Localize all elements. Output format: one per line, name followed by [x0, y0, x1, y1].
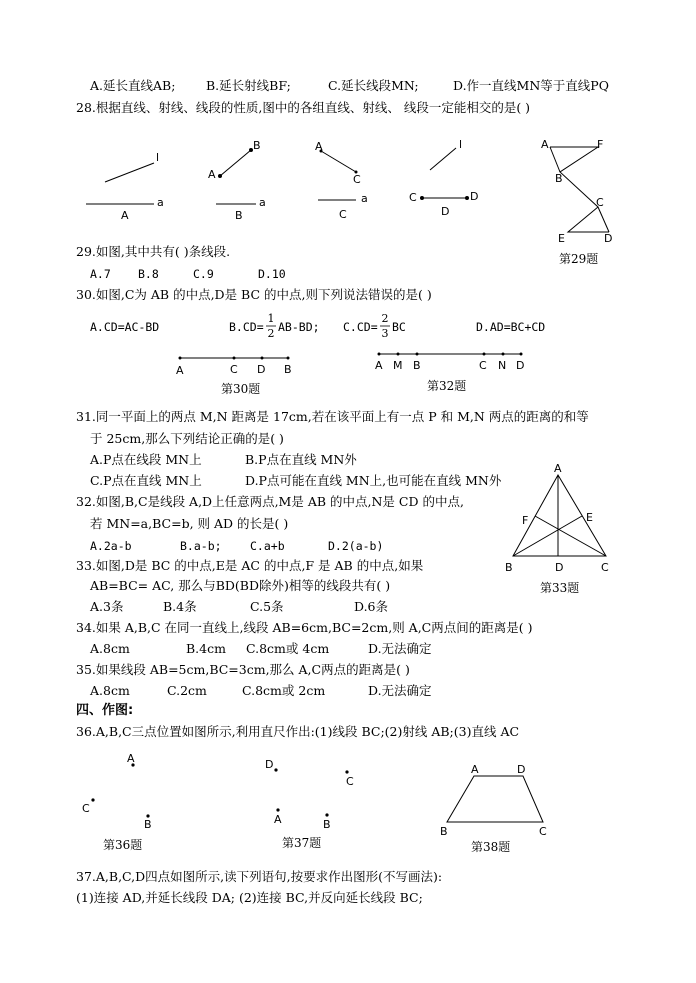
- fig38-label-c: C: [539, 825, 547, 838]
- fig32-label-a: A: [375, 359, 383, 372]
- q33-question-line1: 33.如图,D是 BC 的中点,E是 AC 的中点,F 是 AB 的中点,如果: [76, 558, 424, 573]
- fig33-label-d: D: [555, 561, 564, 574]
- q30-option-c-prefix: C.CD=: [343, 320, 378, 334]
- q32-option-d: D.2(a-b): [328, 539, 384, 553]
- fig29-zigzag: [550, 147, 609, 232]
- q27-option-d: D.作一直线MN等于直线PQ: [453, 78, 609, 93]
- q31-question-line2: 于 25cm,那么下列结论正确的是( ): [90, 431, 284, 446]
- q31-option-b: B.P点在直线 MN外: [245, 452, 357, 467]
- q31-option-c: C.P点在直线 MN上: [90, 473, 202, 488]
- q35-option-a: A.8cm: [90, 683, 130, 698]
- fig29-label-e: E: [558, 232, 565, 245]
- q29-option-d: D.10: [258, 267, 286, 281]
- fig36-label-c: C: [82, 802, 90, 815]
- fig38-caption: 第38题: [471, 840, 511, 854]
- q34-option-c: C.8cm或 4cm: [246, 641, 330, 656]
- fig37-label-b: B: [323, 818, 331, 831]
- q28-question: 28.根据直线、射线、线段的性质,图中的各组直线、射线、 线段一定能相交的是( ): [76, 100, 531, 115]
- q34-option-a: A.8cm: [90, 641, 130, 656]
- q34-question: 34.如果 A,B,C 在同一直线上,线段 AB=6cm,BC=2cm,则 A,C两点间的距离是( ): [76, 620, 533, 635]
- q29-question: 29.如图,其中共有( )条线段.: [76, 244, 231, 259]
- q28-fig4-label-d: D: [470, 190, 479, 203]
- q30-option-b-prefix: B.CD=: [229, 320, 264, 334]
- q29-option-b: B.8: [138, 267, 159, 281]
- q29-option-c: C.9: [193, 267, 214, 281]
- q30-question: 30.如图,C为 AB 的中点,D是 BC 的中点,则下列说法错误的是( ): [76, 287, 432, 302]
- q34-option-d: D.无法确定: [368, 641, 432, 656]
- q28-fig1-caption: A: [121, 209, 129, 222]
- q33-option-a: A.3条: [90, 599, 124, 614]
- q28-fig4-line: [430, 148, 456, 170]
- fig29-label-c: C: [596, 196, 604, 209]
- q28-fig4-caption: D: [441, 205, 450, 218]
- q33-question-line2: AB=BC= AC, 那么与BD(BD除外)相等的线段共有( ): [90, 578, 391, 593]
- q32-question-line2: 若 MN=a,BC=b, 则 AD 的长是( ): [90, 516, 289, 531]
- fig37-caption: 第37题: [282, 836, 322, 850]
- q28-fig3-label-ray: a: [361, 192, 368, 205]
- fig33-median-cf: [535, 516, 606, 556]
- q28-fig1-label-a: a: [157, 196, 164, 209]
- fig29-cd: [598, 207, 609, 232]
- q27-option-a: A.延长直线AB;: [90, 78, 176, 93]
- q28-fig4-point-d: [465, 196, 469, 200]
- q34-option-b: B.4cm: [186, 641, 226, 656]
- q30-option-d: D.AD=BC+CD: [476, 320, 546, 334]
- q28-fig3-label-c: C: [353, 173, 361, 186]
- q28-fig4-point-c: [420, 196, 424, 200]
- q28-fig2-label-b: B: [253, 139, 261, 152]
- fig36-label-a: A: [127, 752, 135, 765]
- q28-fig3-label-a: A: [315, 140, 323, 153]
- fig38-label-a: A: [471, 763, 479, 776]
- q35-question: 35.如果线段 AB=5cm,BC=3cm,那么 A,C两点的距离是( ): [76, 662, 410, 677]
- q32-option-c: C.a+b: [250, 539, 285, 553]
- fig33-label-b: B: [505, 561, 513, 574]
- fig29-label-f: F: [597, 138, 604, 151]
- q37-question-line2: (1)连接 AD,并延长线段 DA; (2)连接 BC,并反向延长线段 BC;: [76, 890, 423, 905]
- fig29-ab: [550, 147, 560, 172]
- fig33-label-c: C: [601, 561, 609, 574]
- fig30-caption: 第30题: [221, 382, 261, 396]
- q30-option-b-suffix: AB-BD;: [278, 320, 320, 334]
- fig36-label-b: B: [144, 818, 152, 831]
- q28-fig2-point-a: [218, 174, 222, 178]
- fig29-label-a: A: [541, 138, 549, 151]
- q28-fig3-caption: C: [339, 208, 347, 221]
- q28-fig2-segment: [220, 150, 251, 176]
- q32-option-b: B.a-b;: [180, 539, 222, 553]
- fig32-label-m: M: [393, 359, 403, 372]
- q28-fig2-label-a: A: [208, 168, 216, 181]
- q32-question-line1: 32.如图,B,C是线段 A,D上任意两点,M是 AB 的中点,N是 CD 的中点,: [76, 494, 464, 509]
- q30-option-c-numerator: 2: [381, 312, 389, 325]
- fig37-label-d: D: [265, 758, 274, 771]
- fig37-label-c: C: [346, 775, 354, 788]
- q28-fig4-label-c: C: [409, 191, 417, 204]
- fig29-label-b: B: [555, 172, 563, 185]
- q28-fig1-line-l: [105, 163, 154, 182]
- fig30-label-b: B: [284, 363, 292, 376]
- fig29-caption: 第29题: [559, 252, 599, 266]
- q28-fig1-label-l: l: [156, 151, 160, 164]
- fig33-label-a: A: [554, 462, 562, 475]
- fig32-label-n: N: [498, 359, 507, 372]
- fig36-caption: 第36题: [103, 838, 143, 852]
- fig29-label-d: D: [604, 232, 613, 245]
- q37-question-line1: 37.A,B,C,D四点如图所示,读下列语句,按要求作出图形(不写画法):: [76, 869, 443, 884]
- fig38-trapezoid: [447, 776, 543, 822]
- q30-option-c-suffix: BC: [392, 320, 406, 334]
- fig30-label-d: D: [257, 363, 266, 376]
- q35-option-d: D.无法确定: [368, 683, 432, 698]
- q31-question-line1: 31.同一平面上的两点 M,N 距离是 17cm,若在该平面上有一点 P 和 M,N 两点的距离的和等: [76, 409, 589, 424]
- fig38-label-b: B: [440, 825, 448, 838]
- q28-fig4-label-l: l: [459, 138, 463, 151]
- fig32-label-d: D: [516, 359, 525, 372]
- q35-option-b: C.2cm: [167, 683, 207, 698]
- q33-option-d: D.6条: [354, 599, 389, 614]
- q33-option-c: C.5条: [250, 599, 284, 614]
- q27-option-b: B.延长射线BF;: [206, 78, 291, 93]
- q30-option-a: A.CD=AC-BD: [90, 320, 160, 334]
- fig30-label-c: C: [230, 363, 238, 376]
- q27-option-c: C.延长线段MN;: [328, 78, 419, 93]
- q28-fig2-caption: B: [235, 209, 243, 222]
- fig37-label-a: A: [274, 813, 282, 826]
- fig32-caption: 第32题: [427, 379, 467, 393]
- fig38-label-d: D: [517, 763, 526, 776]
- q28-fig3-segment: [321, 151, 356, 172]
- fig33-label-f: F: [522, 514, 529, 527]
- q36-question: 36.A,B,C三点位置如图所示,利用直尺作出:(1)线段 BC;(2)射线 AB;(3)直线 AC: [76, 724, 520, 739]
- fig32-label-c: C: [479, 359, 487, 372]
- q30-option-c-denominator: 3: [381, 327, 389, 340]
- q29-option-a: A.7: [90, 267, 111, 281]
- fig33-label-e: E: [586, 511, 593, 524]
- q31-option-a: A.P点在线段 MN上: [90, 452, 202, 467]
- q30-option-b-denominator: 2: [267, 327, 275, 340]
- q32-option-a: A.2a-b: [90, 539, 132, 553]
- fig30-label-a: A: [176, 364, 184, 377]
- q35-option-c: C.8cm或 2cm: [242, 683, 326, 698]
- fig33-caption: 第33题: [540, 581, 580, 595]
- fig32-label-b: B: [413, 359, 421, 372]
- q30-option-b-numerator: 1: [267, 312, 275, 325]
- q33-option-b: B.4条: [163, 599, 197, 614]
- q31-option-d: D.P点可能在直线 MN上,也可能在直线 MN外: [245, 473, 502, 488]
- q28-fig2-label-ray: a: [259, 196, 266, 209]
- section-heading: 四、作图:: [76, 703, 134, 718]
